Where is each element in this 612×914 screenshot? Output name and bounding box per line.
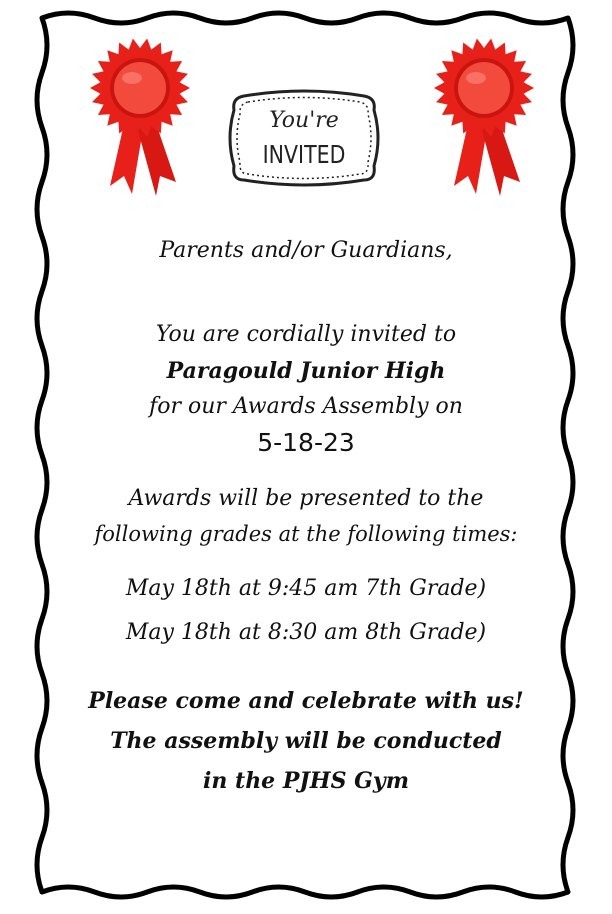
invite-line-3: for our Awards Assembly on bbox=[149, 394, 463, 419]
youre-invited-badge bbox=[226, 88, 382, 188]
greeting: Parents and/or Guardians, bbox=[159, 238, 453, 263]
award-ribbon-left-icon bbox=[84, 36, 196, 206]
closing-line-2: The assembly will be conducted bbox=[110, 728, 502, 754]
invite-line-1: You are cordially invited to bbox=[155, 322, 457, 347]
school-name: Paragould Junior High bbox=[166, 358, 446, 384]
assembly-date: 5-18-23 bbox=[257, 428, 355, 457]
schedule-item-8th-grade: May 18th at 8:30 am 8th Grade) bbox=[125, 620, 487, 645]
awards-intro-line-2: following grades at the following times: bbox=[94, 522, 518, 546]
award-ribbon-right-icon bbox=[428, 36, 540, 206]
badge-youre-text: You're bbox=[269, 108, 339, 133]
badge-invited-text: INVITED bbox=[262, 140, 346, 169]
schedule-item-7th-grade: May 18th at 9:45 am 7th Grade) bbox=[125, 576, 487, 601]
closing-line-1: Please come and celebrate with us! bbox=[88, 688, 524, 714]
awards-intro-line-1: Awards will be presented to the bbox=[128, 486, 484, 511]
closing-line-3: in the PJHS Gym bbox=[203, 768, 409, 794]
